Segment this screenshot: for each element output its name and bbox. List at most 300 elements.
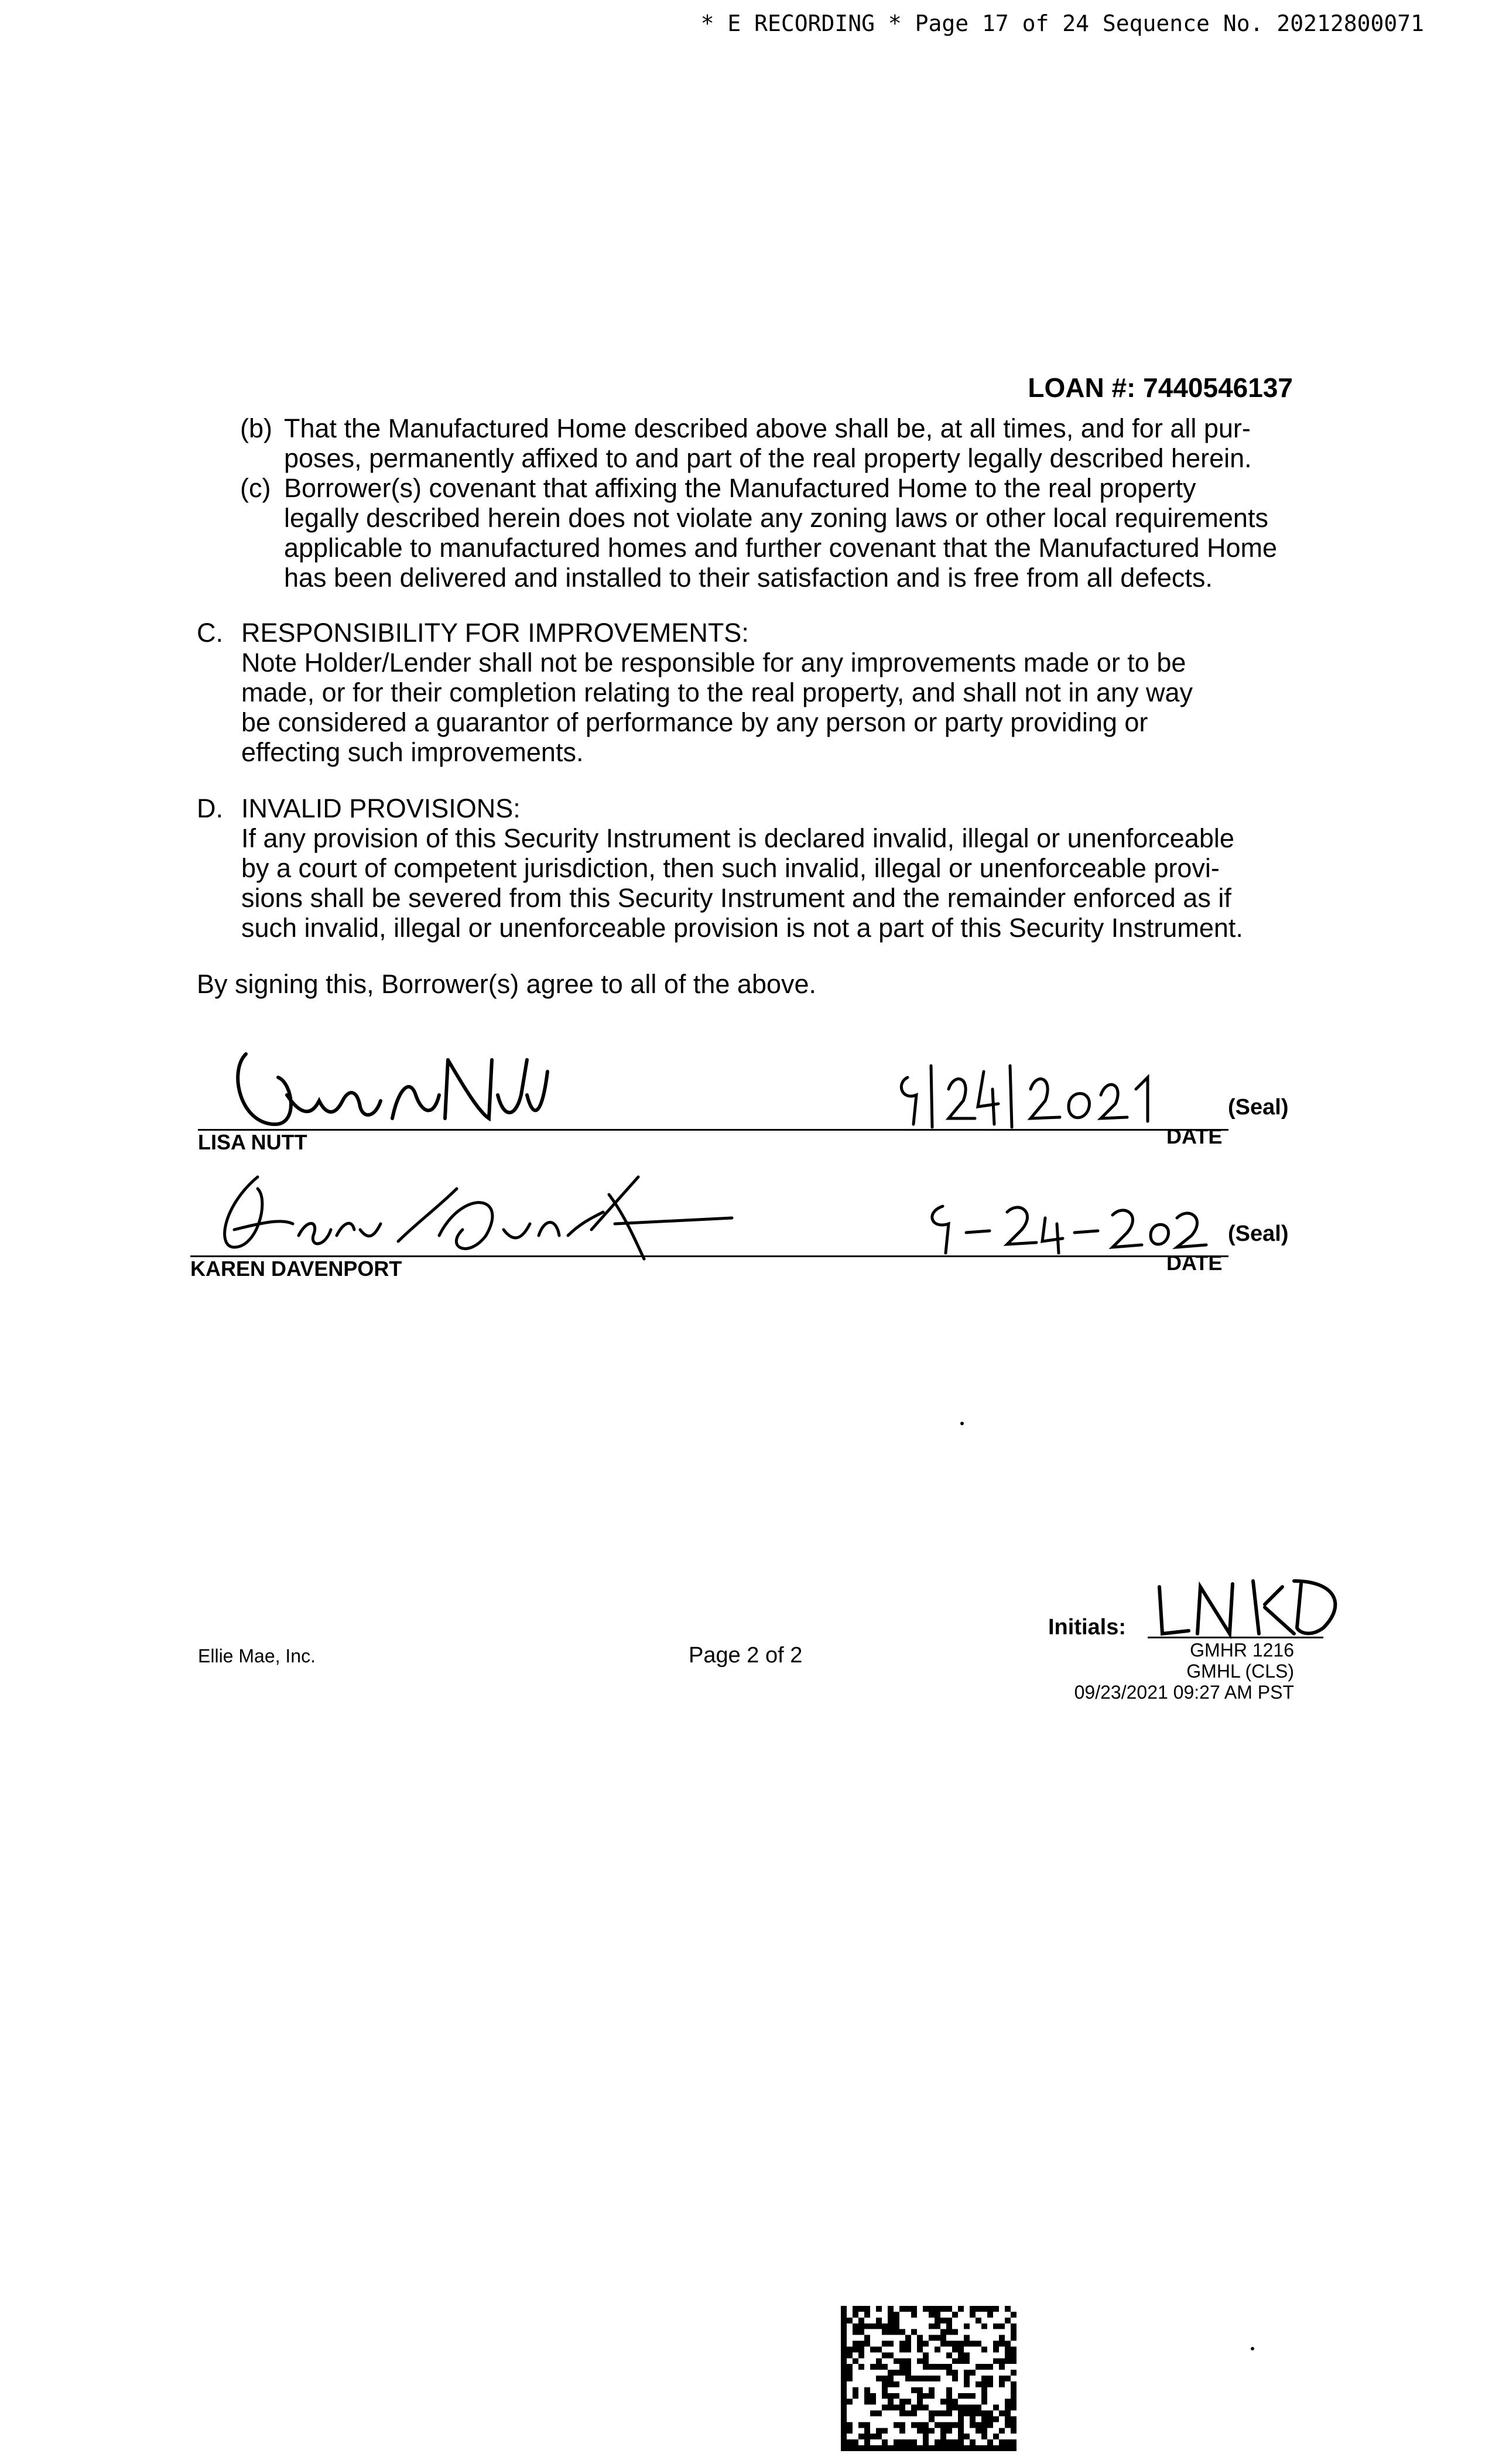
barcode-module	[999, 2445, 1005, 2451]
barcode-module	[876, 2306, 882, 2312]
barcode-module	[929, 2376, 935, 2381]
barcode-module	[870, 2346, 876, 2352]
barcode-module	[958, 2341, 964, 2347]
barcode-module	[1005, 2422, 1011, 2428]
barcode-module	[1011, 2387, 1017, 2393]
barcode-module	[876, 2364, 882, 2370]
barcode-module	[970, 2416, 976, 2422]
barcode-module	[935, 2422, 940, 2428]
barcode-module	[1005, 2306, 1011, 2312]
section-d-marker: D.	[197, 793, 223, 823]
barcode-module	[923, 2364, 929, 2370]
barcode-module	[935, 2312, 940, 2318]
barcode-module	[970, 2439, 976, 2445]
barcode-module	[964, 2352, 970, 2358]
barcode-module	[858, 2445, 864, 2451]
barcode-module	[940, 2434, 946, 2439]
barcode-module	[882, 2376, 888, 2381]
barcode-module	[905, 2439, 911, 2445]
barcode-module	[952, 2376, 958, 2381]
barcode-module	[847, 2439, 853, 2445]
barcode-module	[911, 2312, 917, 2318]
item-c-line: has been delivered and installed to their satisfaction and is free from all defects.	[284, 563, 1213, 593]
barcode-module	[1011, 2335, 1017, 2341]
barcode-module	[958, 2434, 964, 2439]
initials-label: Initials:	[1048, 1615, 1127, 1640]
barcode-module	[917, 2399, 923, 2405]
signer-2-date-label: DATE	[1166, 1251, 1223, 1275]
barcode-module	[981, 2323, 987, 2329]
barcode-module	[882, 2352, 888, 2358]
form-timestamp: 09/23/2021 09:27 AM PST	[1074, 1682, 1294, 1703]
barcode-module	[864, 2335, 870, 2341]
barcode-module	[841, 2434, 847, 2439]
barcode-module	[987, 2445, 993, 2451]
barcode-module	[899, 2306, 905, 2312]
barcode-module	[853, 2387, 858, 2393]
barcode-module	[899, 2439, 905, 2445]
form-info	[1074, 1640, 1294, 1703]
barcode-module	[853, 2393, 858, 2399]
barcode-module	[1011, 2352, 1017, 2358]
barcode-module	[1011, 2428, 1017, 2434]
barcode-module	[993, 2416, 999, 2422]
barcode-module	[940, 2399, 946, 2405]
barcode-module	[964, 2445, 970, 2451]
barcode-module	[847, 2399, 853, 2405]
barcode-module	[1005, 2352, 1011, 2358]
barcode-module	[964, 2341, 970, 2347]
barcode-module	[1011, 2422, 1017, 2428]
barcode-module	[882, 2445, 888, 2451]
barcode-module	[911, 2422, 917, 2428]
barcode-module	[864, 2323, 870, 2329]
barcode-module	[981, 2428, 987, 2434]
barcode-module	[958, 2346, 964, 2352]
barcode-module	[946, 2428, 952, 2434]
barcode-module	[841, 2370, 847, 2376]
barcode-module	[935, 2323, 940, 2329]
barcode-module	[993, 2341, 999, 2347]
barcode-module	[858, 2341, 864, 2347]
scan-speck	[960, 1422, 964, 1425]
barcode-module	[935, 2346, 940, 2352]
scan-speck	[1251, 2347, 1254, 2350]
barcode-module	[999, 2381, 1005, 2387]
barcode-module	[958, 2306, 964, 2312]
barcode-module	[876, 2411, 882, 2417]
barcode-module	[946, 2370, 952, 2376]
item-c-text	[284, 473, 1291, 593]
barcode-module	[1011, 2358, 1017, 2364]
barcode-module	[952, 2370, 958, 2376]
barcode-module	[999, 2439, 1005, 2445]
barcode-module	[993, 2306, 999, 2312]
barcode-module	[923, 2393, 929, 2399]
barcode-module	[981, 2364, 987, 2370]
barcode-module	[987, 2364, 993, 2370]
barcode-module	[929, 2306, 935, 2312]
barcode-module	[923, 2422, 929, 2428]
barcode-module	[1005, 2346, 1011, 2352]
barcode-module	[888, 2329, 894, 2335]
barcode-module	[993, 2445, 999, 2451]
barcode-module	[905, 2341, 911, 2347]
barcode-module	[940, 2445, 946, 2451]
barcode-module	[946, 2405, 952, 2411]
barcode-module	[864, 2422, 870, 2428]
barcode-module	[964, 2405, 970, 2411]
barcode-module	[899, 2370, 905, 2376]
barcode-module	[888, 2352, 894, 2358]
barcode-module	[841, 2318, 847, 2323]
barcode-module	[952, 2439, 958, 2445]
barcode-module	[858, 2352, 864, 2358]
barcode-module	[946, 2411, 952, 2417]
section-c-line: effecting such improvements.	[241, 737, 584, 767]
signer-1-seal: (Seal)	[1228, 1095, 1289, 1120]
barcode-module	[999, 2364, 1005, 2370]
barcode-module	[999, 2323, 1005, 2329]
barcode-module	[917, 2335, 923, 2341]
barcode-module	[841, 2346, 847, 2352]
barcode-module	[911, 2439, 917, 2445]
barcode-module	[841, 2439, 847, 2445]
barcode-module	[882, 2381, 888, 2387]
barcode-module	[976, 2318, 981, 2323]
barcode-module	[940, 2422, 946, 2428]
barcode-module	[976, 2422, 981, 2428]
barcode-module	[1011, 2346, 1017, 2352]
barcode-module	[999, 2428, 1005, 2434]
barcode-module	[1011, 2370, 1017, 2376]
form-variant: GMHL (CLS)	[1186, 1661, 1294, 1682]
barcode-module	[905, 2358, 911, 2364]
initials-line	[1148, 1637, 1323, 1638]
barcode-module	[952, 2358, 958, 2364]
barcode-module	[841, 2428, 847, 2434]
barcode-module	[853, 2323, 858, 2329]
barcode-module	[981, 2422, 987, 2428]
barcode-module	[847, 2318, 853, 2323]
barcode-module	[964, 2434, 970, 2439]
barcode-module	[905, 2376, 911, 2381]
barcode-module	[853, 2329, 858, 2335]
barcode-module	[976, 2428, 981, 2434]
barcode-module	[899, 2346, 905, 2352]
signer-2-name: KAREN DAVENPORT	[190, 1257, 402, 1281]
barcode-module	[876, 2376, 882, 2381]
barcode-module	[923, 2405, 929, 2411]
barcode-module	[864, 2312, 870, 2318]
barcode-module	[1011, 2329, 1017, 2335]
recording-header: * E RECORDING * Page 17 of 24 Sequence No. 20212800071	[700, 11, 1424, 36]
barcode-module	[882, 2405, 888, 2411]
item-b-text	[284, 413, 1291, 473]
barcode-module	[847, 2346, 853, 2352]
barcode-module	[964, 2411, 970, 2417]
barcode-module	[929, 2428, 935, 2434]
section-c-line: Note Holder/Lender shall not be responsible for any improvements made or to be	[241, 648, 1186, 677]
barcode-module	[946, 2329, 952, 2335]
barcode-module	[882, 2439, 888, 2445]
barcode-module	[981, 2387, 987, 2393]
barcode-module	[894, 2329, 899, 2335]
barcode-module	[882, 2329, 888, 2335]
barcode-module	[917, 2393, 923, 2399]
barcode-module	[888, 2323, 894, 2329]
barcode-module	[1011, 2393, 1017, 2399]
barcode-module	[981, 2416, 987, 2422]
barcode-module	[894, 2370, 899, 2376]
barcode-module	[976, 2306, 981, 2312]
barcode-module	[905, 2445, 911, 2451]
barcode-module	[952, 2341, 958, 2347]
barcode-module	[935, 2318, 940, 2323]
barcode-module	[841, 2358, 847, 2364]
barcode-module	[976, 2381, 981, 2387]
barcode-module	[870, 2399, 876, 2405]
barcode-module	[911, 2306, 917, 2312]
barcode-module	[864, 2393, 870, 2399]
barcode-module	[946, 2318, 952, 2323]
barcode-module	[946, 2306, 952, 2312]
barcode-module	[964, 2335, 970, 2341]
barcode-module	[964, 2393, 970, 2399]
barcode-module	[917, 2445, 923, 2451]
barcode-module	[894, 2358, 899, 2364]
barcode-module	[923, 2341, 929, 2347]
barcode-module	[970, 2445, 976, 2451]
barcode-module	[864, 2341, 870, 2347]
barcode-module	[853, 2445, 858, 2451]
barcode-module	[905, 2399, 911, 2405]
barcode-module	[958, 2422, 964, 2428]
barcode-module	[1005, 2445, 1011, 2451]
barcode-module	[1011, 2416, 1017, 2422]
barcode-module	[888, 2370, 894, 2376]
barcode-module	[993, 2358, 999, 2364]
barcode-module	[940, 2428, 946, 2434]
barcode-module	[841, 2445, 847, 2451]
barcode-module	[905, 2346, 911, 2352]
barcode-module	[864, 2428, 870, 2434]
item-c-line: legally described herein does not violate any zoning laws or other local requirements	[284, 503, 1268, 533]
barcode-module	[899, 2405, 905, 2411]
barcode-module	[899, 2364, 905, 2370]
barcode-module	[882, 2387, 888, 2393]
barcode-module	[894, 2393, 899, 2399]
barcode-module	[911, 2329, 917, 2335]
barcode-module	[888, 2405, 894, 2411]
barcode-module	[858, 2318, 864, 2323]
barcode-module	[882, 2428, 888, 2434]
barcode-module	[952, 2399, 958, 2405]
barcode-module	[923, 2445, 929, 2451]
barcode-module	[841, 2399, 847, 2405]
barcode-module	[970, 2393, 976, 2399]
barcode-module	[917, 2405, 923, 2411]
barcode-module	[917, 2387, 923, 2393]
barcode-module	[958, 2411, 964, 2417]
barcode-module	[847, 2352, 853, 2358]
barcode-module	[1005, 2411, 1011, 2417]
barcode-module	[987, 2411, 993, 2417]
barcode-module	[958, 2416, 964, 2422]
section-d-line: sions shall be severed from this Security Instrument and the remainder enforced as if	[241, 883, 1231, 913]
barcode-module	[876, 2434, 882, 2439]
barcode-module	[894, 2318, 899, 2323]
barcode-module	[870, 2411, 876, 2417]
barcode-module	[952, 2329, 958, 2335]
barcode-module	[917, 2341, 923, 2347]
barcode-module	[858, 2306, 864, 2312]
barcode-module	[882, 2341, 888, 2347]
barcode-module	[976, 2411, 981, 2417]
barcode-module	[894, 2439, 899, 2445]
barcode-module	[905, 2411, 911, 2417]
barcode-module	[911, 2445, 917, 2451]
barcode-module	[858, 2323, 864, 2329]
barcode-module	[999, 2341, 1005, 2347]
barcode-module	[858, 2434, 864, 2439]
barcode-module	[1005, 2399, 1011, 2405]
barcode-module	[999, 2335, 1005, 2341]
barcode-module	[911, 2405, 917, 2411]
barcode-module	[853, 2358, 858, 2364]
barcode-module	[1011, 2445, 1017, 2451]
barcode-module	[946, 2323, 952, 2329]
barcode-module	[853, 2312, 858, 2318]
barcode-module	[858, 2422, 864, 2428]
barcode-module	[853, 2346, 858, 2352]
barcode-module	[940, 2411, 946, 2417]
barcode-module	[888, 2318, 894, 2323]
barcode-module	[917, 2422, 923, 2428]
section-d-heading: INVALID PROVISIONS:	[241, 793, 521, 823]
barcode-module	[853, 2439, 858, 2445]
barcode-module	[929, 2445, 935, 2451]
barcode-module	[946, 2341, 952, 2347]
barcode-module	[917, 2358, 923, 2364]
barcode-module	[964, 2323, 970, 2329]
barcode-module	[958, 2358, 964, 2364]
barcode-module	[940, 2364, 946, 2370]
barcode-module	[853, 2341, 858, 2347]
barcode-module	[970, 2411, 976, 2417]
barcode-module	[1005, 2405, 1011, 2411]
barcode-module	[905, 2306, 911, 2312]
barcode-module	[870, 2445, 876, 2451]
datamatrix-barcode-icon	[841, 2306, 1017, 2451]
barcode-module	[841, 2352, 847, 2358]
barcode-module	[935, 2306, 940, 2312]
barcode-module	[952, 2405, 958, 2411]
signer-2-seal: (Seal)	[1228, 1221, 1289, 1246]
barcode-module	[894, 2422, 899, 2428]
barcode-module	[964, 2381, 970, 2387]
barcode-module	[929, 2335, 935, 2341]
barcode-module	[888, 2393, 894, 2399]
barcode-module	[894, 2405, 899, 2411]
barcode-module	[940, 2306, 946, 2312]
barcode-module	[981, 2393, 987, 2399]
barcode-module	[946, 2387, 952, 2393]
section-d-text	[241, 823, 1295, 943]
barcode-module	[882, 2364, 888, 2370]
barcode-module	[970, 2312, 976, 2318]
barcode-module	[847, 2364, 853, 2370]
barcode-module	[999, 2358, 1005, 2364]
barcode-module	[958, 2439, 964, 2445]
section-d-line: such invalid, illegal or unenforceable provision is not a part of this Security Instrument.	[241, 913, 1243, 943]
barcode-module	[999, 2411, 1005, 2417]
barcode-module	[987, 2439, 993, 2445]
barcode-module	[917, 2346, 923, 2352]
barcode-module	[841, 2341, 847, 2347]
barcode-module	[882, 2393, 888, 2399]
barcode-module	[987, 2376, 993, 2381]
barcode-module	[981, 2399, 987, 2405]
item-b-marker: (b)	[240, 413, 272, 443]
barcode-module	[847, 2428, 853, 2434]
barcode-module	[946, 2393, 952, 2399]
barcode-module	[864, 2445, 870, 2451]
barcode-module	[876, 2445, 882, 2451]
barcode-module	[993, 2323, 999, 2329]
section-d-line: If any provision of this Security Instrument is declared invalid, illegal or unenforceable	[241, 823, 1234, 853]
barcode-module	[935, 2376, 940, 2381]
section-c-line: be considered a guarantor of performance by any person or party providing or	[241, 707, 1148, 737]
barcode-module	[876, 2358, 882, 2364]
barcode-module	[1011, 2399, 1017, 2405]
barcode-module	[1005, 2358, 1011, 2364]
barcode-module	[841, 2323, 847, 2329]
barcode-module	[917, 2428, 923, 2434]
barcode-module	[841, 2329, 847, 2335]
barcode-module	[870, 2364, 876, 2370]
barcode-module	[853, 2306, 858, 2312]
barcode-module	[911, 2376, 917, 2381]
section-c-marker: C.	[197, 618, 223, 648]
barcode-module	[894, 2445, 899, 2451]
barcode-module	[899, 2329, 905, 2335]
barcode-module	[923, 2352, 929, 2358]
item-c-marker: (c)	[240, 473, 271, 503]
barcode-module	[981, 2381, 987, 2387]
barcode-module	[923, 2358, 929, 2364]
barcode-module	[987, 2422, 993, 2428]
barcode-module	[958, 2393, 964, 2399]
barcode-module	[970, 2422, 976, 2428]
barcode-module	[987, 2306, 993, 2312]
barcode-module	[981, 2411, 987, 2417]
barcode-module	[976, 2341, 981, 2347]
agreement-text: By signing this, Borrower(s) agree to all of the above.	[197, 969, 817, 999]
barcode-module	[929, 2323, 935, 2329]
barcode-module	[870, 2323, 876, 2329]
barcode-module	[952, 2445, 958, 2451]
barcode-module	[894, 2323, 899, 2329]
barcode-module	[940, 2335, 946, 2341]
barcode-module	[929, 2387, 935, 2393]
barcode-module	[841, 2405, 847, 2411]
barcode-module	[911, 2387, 917, 2393]
barcode-module	[929, 2312, 935, 2318]
barcode-module	[993, 2405, 999, 2411]
barcode-module	[987, 2312, 993, 2318]
barcode-module	[946, 2399, 952, 2405]
